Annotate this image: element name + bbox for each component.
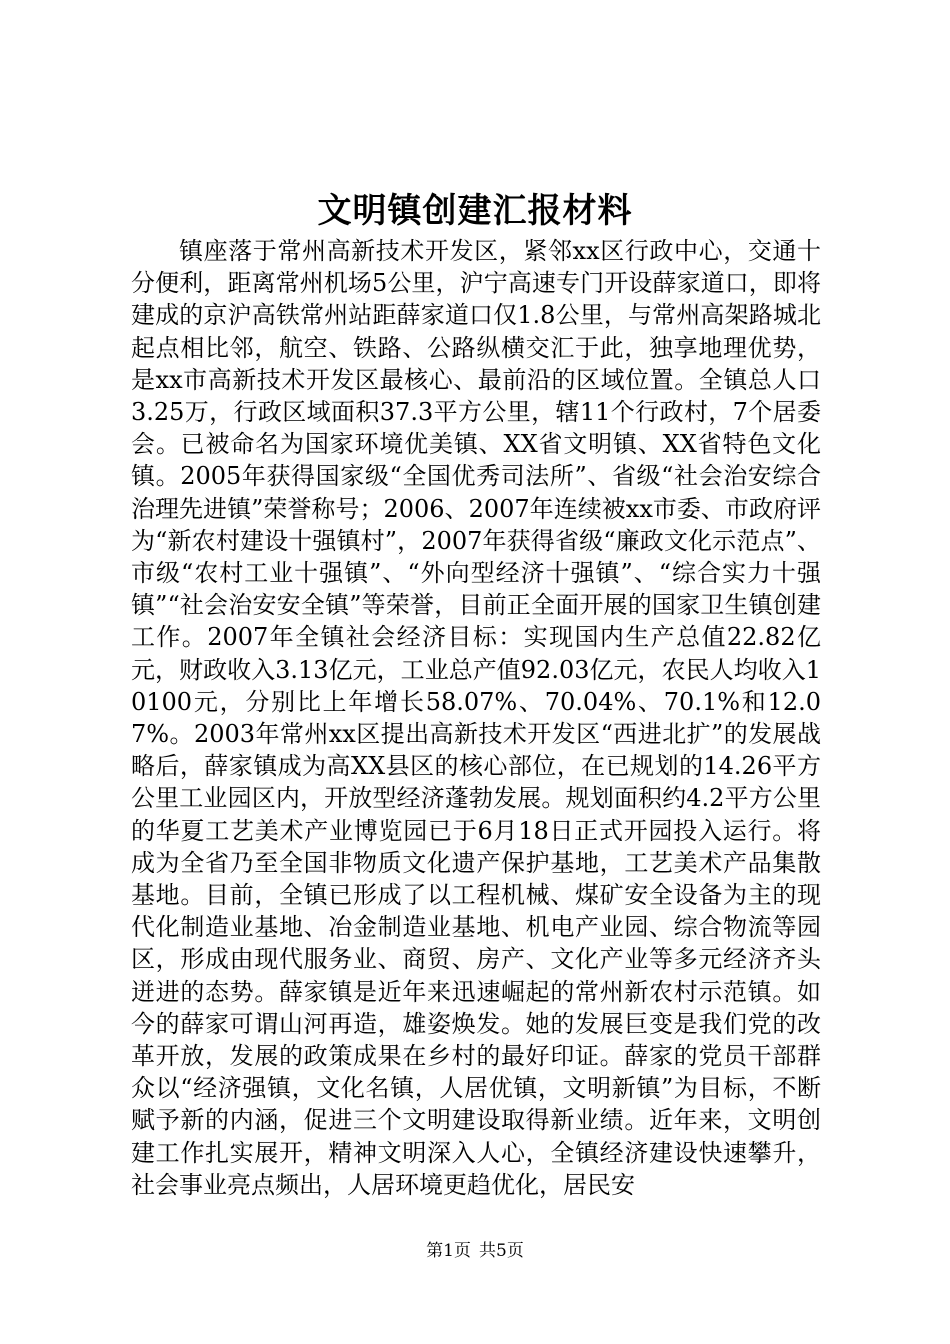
page-total: 共5页 <box>479 1241 524 1261</box>
page-number: 第1页 <box>426 1241 471 1261</box>
page-footer <box>0 1239 950 1263</box>
body-paragraph: 镇座落于常州高新技术开发区，紧邻xx区行政中心，交通十分便利，距离常州机场5公里，沪宁高速专门开设薛家道口，即将建成的京沪高铁常州站距薛家道口仅1.8公里，与常州高架路城北起点相比邻，航空、铁路、公路纵横交汇于此，独享地理优势，是xx市高新技术开发区最核心、最前沿的区域位置。全镇总人口3.25万，行政区域面积37.3平方公里，辖11个行政村，7个居委会。已被命名为国家环境优美镇、XX省文明镇、XX省特色文化镇。2005年获得国家级“全国优秀司法所”、省级“社会治安综合治理先进镇”荣誉称号；2006、2007年连续被xx市委、市政府评为“新农村建设十强镇村”，2007年获得省级“廉政文化示范点”、市级“农村工业十强镇”、“外向型经济十强镇”、“综合实力十强镇”“社会治安安全镇”等荣誉，目前正全面开展的国家卫生镇创建工作。2007年全镇社会经济目标：实现国内生产总值22.82亿元，财政收入3.13亿元，工业总产值92.03亿元，农民人均收入10100元，分别比上年增长58.07%、70.04%、70.1%和12.07%。2003年常州xx区提出高新技术开发区“西进北扩”的发展战略后，薛家镇成为高XX县区的核心部位，在已规划的14.26平方公里工业园区内，开放型经济蓬勃发展。规划面积约4.2平方公里的华夏工艺美术产业博览园已于6月18日正式开园投入运行。将成为全省乃至全国非物质文化遗产保护基地，工艺美术产品集散基地。目前，全镇已形成了以工程机械、煤矿安全设备为主的现代化制造业基地、冶金制造业基地、机电产业园、综合物流等园区，形成由现代服务业、商贸、房产、文化产业等多元经济齐头迸进的态势。薛家镇是近年来迅速崛起的常州新农村示范镇。如今的薛家可谓山河再造，雄姿焕发。她的发展巨变是我们党的改革开放，发展的政策成果在乡村的最好印证。薛家的党员干部群众以“经济强镇，文化名镇，人居优镇，文明新镇”为目标，不断赋予新的内涵，促进三个文明建设取得新业绩。近年来，文明创建工作扎实展开，精神文明深入人心，全镇经济建设快速攀升，社会事业亮点频出，人居环境更趋优化，居民安 <box>131 237 821 1199</box>
document-title: 文明镇创建汇报材料 <box>317 191 633 231</box>
